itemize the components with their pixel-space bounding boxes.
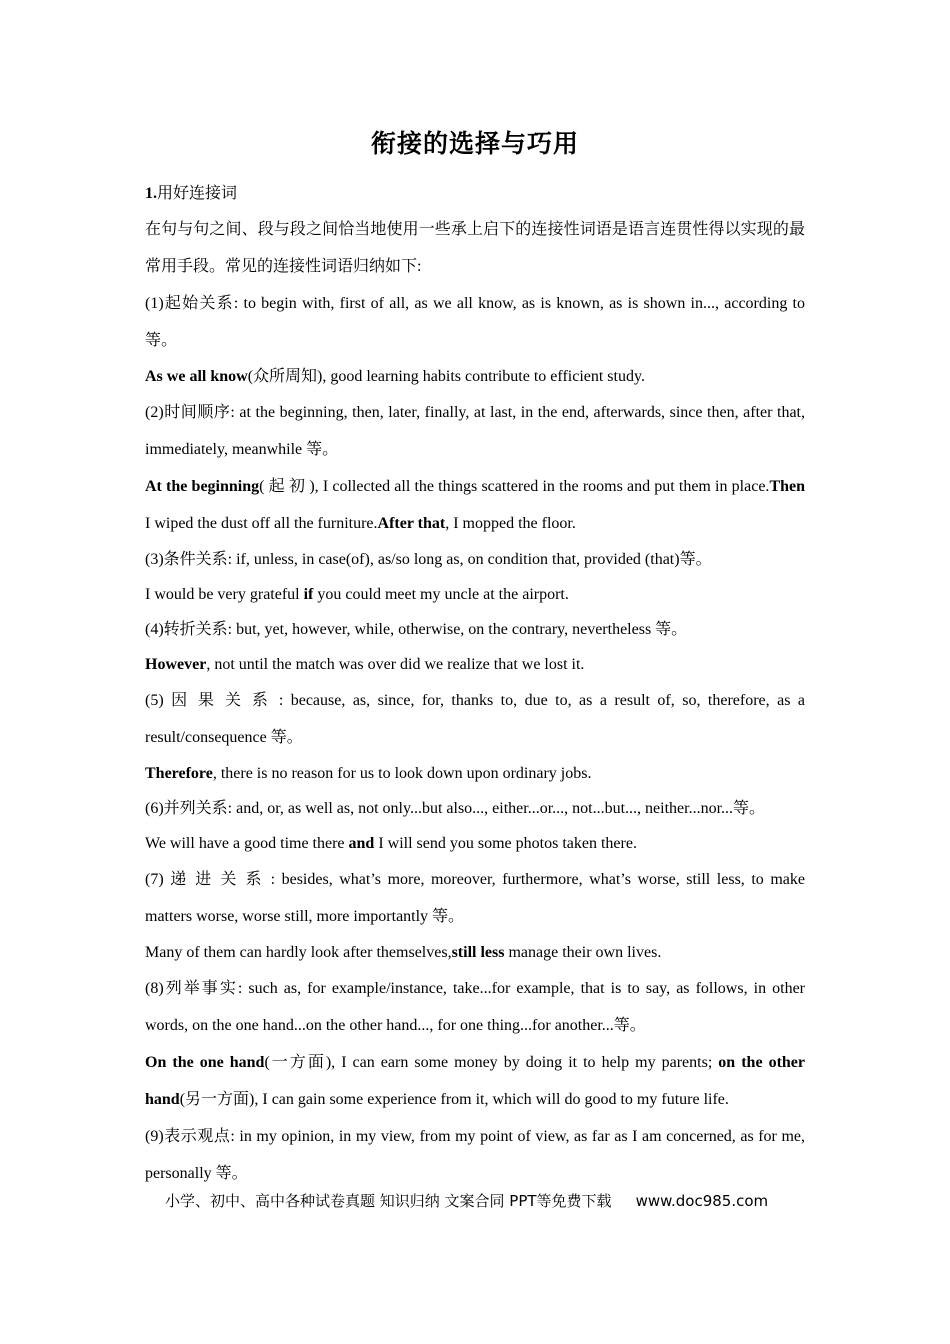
example-text: Many of them can hardly look after themselves,: [145, 944, 452, 961]
example-text: ( 起 初 ), I collected all the things scattered in the rooms and put them in place.: [259, 478, 770, 495]
example-bold: However: [145, 656, 207, 673]
example-text: , I mopped the floor.: [445, 515, 576, 532]
footer-text: 小学、初中、高中各种试卷真题 知识归纳 文案合同 PPT等免费下载: [165, 1192, 612, 1210]
item-7-example: [145, 935, 805, 970]
example-text: (另一方面), I can gain some experience from it, which will do good to my future life.: [179, 1091, 729, 1108]
example-bold: After that: [377, 515, 446, 532]
item-3-example: [145, 577, 805, 612]
example-text: I wiped the dust off all the furniture.: [145, 515, 378, 532]
item-9-heading: (9)表示观点: in my opinion, in my view, from my point of view, as far as I am concerned, as for me, personally 等。: [145, 1128, 805, 1182]
example-text: (一方面), I can earn some money by doing it to help my parents;: [264, 1054, 719, 1071]
item-2-example: [145, 468, 805, 542]
page-footer: [165, 1190, 805, 1211]
example-bold: On the one hand: [145, 1054, 265, 1071]
section-number: 1.: [145, 185, 157, 202]
example-bold: Then: [769, 478, 806, 495]
example-text: manage their own lives.: [504, 944, 662, 961]
document-body: [145, 176, 805, 1192]
section-label: 用好连接词: [157, 185, 238, 202]
item-4-example: [145, 647, 805, 682]
example-bold: on the other hand: [145, 1054, 805, 1108]
item-1-example: [145, 359, 805, 394]
item-2-heading: (2)时间顺序: at the beginning, then, later, finally, at last, in the end, afterwards, since then, after that, immediately, meanwhile 等。: [145, 404, 805, 458]
example-bold: still less: [451, 944, 505, 961]
example-text: We will have a good time there: [145, 835, 349, 852]
section-heading: [145, 176, 805, 211]
page-title: 衔接的选择与巧用: [370, 129, 579, 158]
item-4-heading: (4)转折关系: but, yet, however, while, otherwise, on the contrary, nevertheless 等。: [145, 621, 688, 638]
example-bold: if: [303, 586, 314, 603]
example-text: , there is no reason for us to look down upon ordinary jobs.: [212, 765, 592, 782]
example-text: , not until the match was over did we realize that we lost it.: [206, 656, 585, 673]
item-8-heading: (8)列举事实: such as, for example/instance, take...for example, that is to say, as follows, in other words, on the one hand...on the other hand..., for one thing...for another...等。: [145, 980, 805, 1034]
example-text: (众所周知), good learning habits contribute to efficient study.: [247, 368, 645, 385]
item-8-example: [145, 1044, 805, 1118]
item-6-heading: (6)并列关系: and, or, as well as, not only...but also..., either...or..., not...but..., neither...nor...等。: [145, 800, 766, 817]
example-text: you could meet my uncle at the airport.: [313, 586, 569, 603]
item-5-example: [145, 756, 805, 791]
example-bold: At the beginning: [145, 478, 260, 495]
item-5-heading: (5) 因 果 关 系 : because, as, since, for, thanks to, due to, as a result of, so, therefore, as a result/consequence 等。: [145, 692, 805, 746]
example-bold: and: [348, 835, 375, 852]
item-7-heading: (7) 递 进 关 系 : besides, what’s more, moreover, furthermore, what’s worse, still less, to make matters worse, worse still, more importantly 等。: [145, 871, 805, 925]
item-6-example: [145, 826, 805, 861]
item-1-heading: (1)起始关系: to begin with, first of all, as we all know, as is known, as is shown in..., according to 等。: [145, 295, 805, 349]
footer-website[interactable]: www.doc985.com: [635, 1192, 769, 1210]
item-3-heading: (3)条件关系: if, unless, in case(of), as/so long as, on condition that, provided (that)等。: [145, 551, 712, 568]
example-bold: As we all know: [145, 368, 248, 385]
example-bold: Therefore: [145, 765, 213, 782]
example-text: I will send you some photos taken there.: [374, 835, 637, 852]
example-text: I would be very grateful: [145, 586, 304, 603]
intro-paragraph: 在句与句之间、段与段之间恰当地使用一些承上启下的连接性词语是语言连贯性得以实现的最常用手段。常见的连接性词语归纳如下:: [145, 221, 805, 275]
